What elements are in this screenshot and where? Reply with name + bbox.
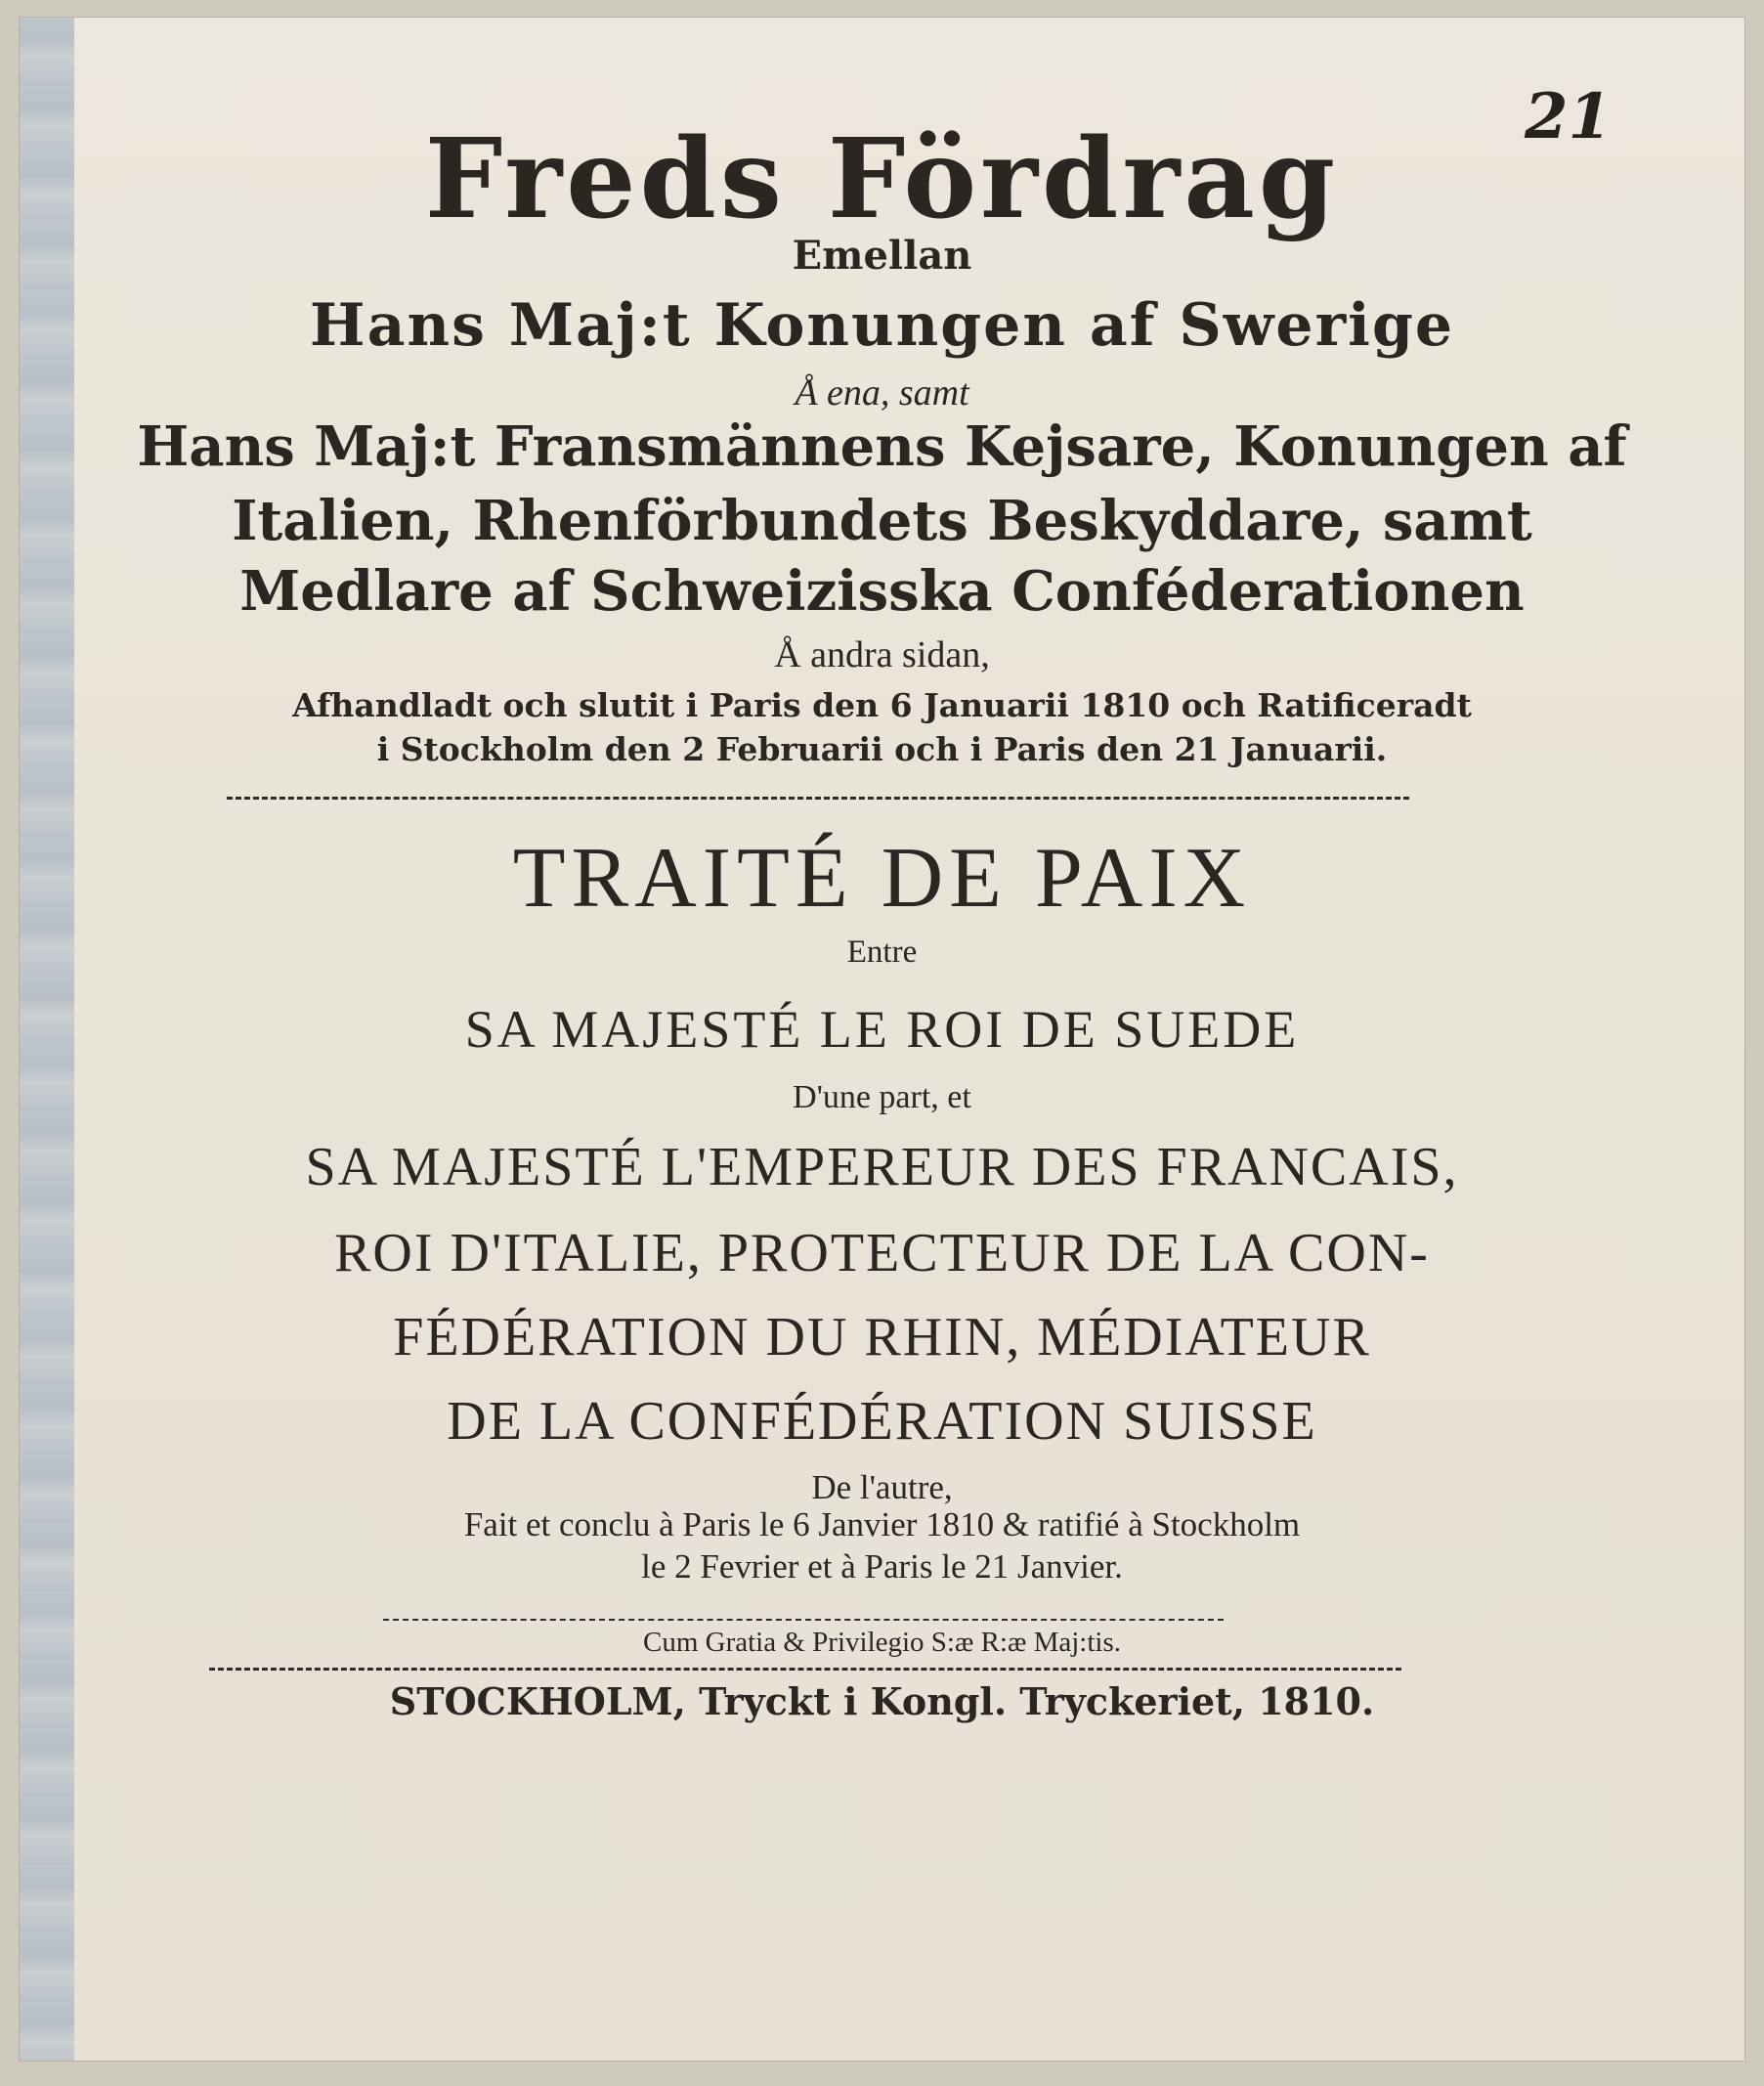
swedish-party-two-line-3: Medlare af Schweizisska Conféderationen	[239, 559, 1525, 624]
swedish-concluded-line-1: Afhandladt och slutit i Paris den 6 Januarii 1810 och Ratificeradt	[292, 686, 1472, 724]
divider-rule-imprint	[209, 1668, 1401, 1671]
swedish-title: Freds Fördrag	[424, 115, 1340, 243]
divider-rule	[227, 797, 1409, 800]
french-party-two-line-4: DE LA CONFÉDÉRATION SUISSE	[447, 1391, 1317, 1452]
swedish-party-two-line-1: Hans Maj:t Fransmännens Kejsare, Konungen af	[137, 414, 1627, 479]
swedish-a-ena: Å ena, samt	[795, 372, 969, 413]
imprint-line: STOCKHOLM, Tryckt i Kongl. Tryckeriet, 1810.	[389, 1679, 1375, 1723]
french-de-lautre: De l'autre,	[811, 1468, 953, 1506]
french-party-one: SA MAJESTÉ LE ROI DE SUEDE	[464, 1000, 1300, 1059]
french-party-two-line-1: SA MAJESTÉ L'EMPEREUR DES FRANCAIS,	[305, 1137, 1459, 1197]
french-concluded-line-1: Fait et conclu à Paris le 6 Janvier 1810 & ratifié à Stockholm	[463, 1505, 1301, 1543]
french-entre: Entre	[846, 934, 918, 970]
swedish-concluded-line-2: i Stockholm den 2 Februarii och i Paris den 21 Januarii.	[376, 730, 1388, 768]
manuscript-page-number: 21	[1525, 80, 1613, 153]
swedish-party-one: Hans Maj:t Konungen af Swerige	[309, 291, 1455, 360]
swedish-a-andra: Å andra sidan,	[774, 634, 990, 675]
french-title: TRAITÉ DE PAIX	[512, 831, 1252, 926]
french-party-two-line-2: ROI D'ITALIE, PROTECTEUR DE LA CON-	[334, 1223, 1430, 1283]
french-dune-part: D'une part, et	[793, 1079, 971, 1115]
french-concluded-line-2: le 2 Fevrier et à Paris le 21 Janvier.	[641, 1547, 1123, 1586]
french-party-two-line-3: FÉDÉRATION DU RHIN, MÉDIATEUR	[393, 1307, 1371, 1368]
swedish-party-two-line-2: Italien, Rhenförbundets Beskyddare, samt	[232, 489, 1532, 553]
divider-rule-short	[383, 1619, 1224, 1621]
privilege-line: Cum Gratia & Privilegio S:æ R:æ Maj:tis.	[643, 1627, 1121, 1658]
swedish-emellan: Emellan	[792, 233, 972, 279]
